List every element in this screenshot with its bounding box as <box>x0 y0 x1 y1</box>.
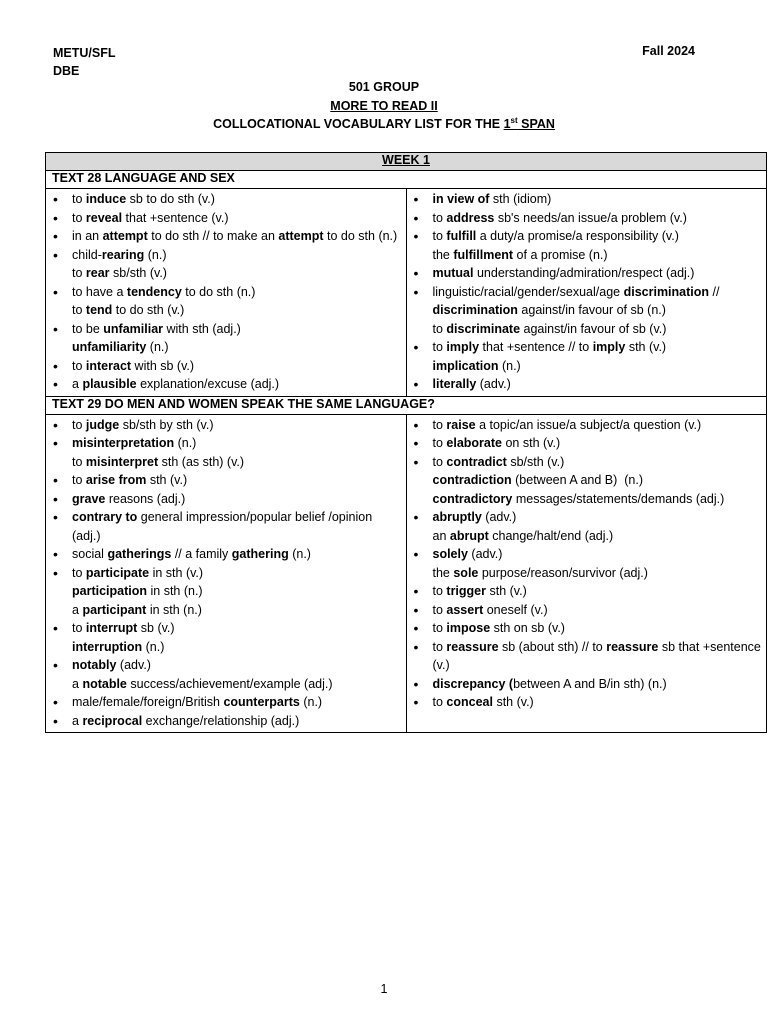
vocab-item: • to be unfamiliar with sth (adj.) <box>50 320 402 339</box>
vocab-subitem: to misinterpret sth (as sth) (v.) <box>72 454 245 469</box>
vocab-item: • to arise from sth (v.) <box>50 471 402 490</box>
vocab-item: • child-rearing (n.) <box>50 246 402 265</box>
vocab-item: • to raise a topic/an issue/a subject/a question (v.) <box>411 416 763 435</box>
vocab-subitem: to discriminate against/in favour of sb (v.) <box>432 321 667 336</box>
department-line: DBE <box>53 64 80 78</box>
vocab-item: • in an attempt to do sth // to make an attempt to do sth (n.) <box>50 227 402 246</box>
vocab-subitem: implication (n.) <box>432 358 521 373</box>
vocab-subitem: contradiction (between A and B) (n.) <box>432 473 643 487</box>
vocab-item: • discrepancy (between A and B/in sth) (n.) <box>411 675 763 694</box>
vocab-item: • misinterpretation (n.) <box>50 434 402 453</box>
vocab-column-right <box>406 414 767 733</box>
vocab-item: • to trigger sth (v.) <box>411 582 763 601</box>
vocab-item: • to participate in sth (v.) <box>50 564 402 583</box>
vocab-item: • mutual understanding/admiration/respect (adj.) <box>411 264 763 283</box>
vocab-column-right <box>406 189 767 397</box>
vocab-item: • to have a tendency to do sth (n.) <box>50 283 402 302</box>
institution-line: METU/SFL <box>53 46 116 60</box>
vocab-item: • notably (adv.) <box>50 656 402 675</box>
vocab-item: • to induce sb to do sth (v.) <box>50 190 402 209</box>
vocab-list <box>411 190 763 394</box>
vocab-item: • to address sb's needs/an issue/a problem (v.) <box>411 209 763 228</box>
vocab-subitem: the fulfillment of a promise (n.) <box>432 247 608 262</box>
vocab-subitem: contradictory messages/statements/demands (adj.) <box>432 491 725 506</box>
vocab-subitem: to rear sb/sth (v.) <box>72 266 167 280</box>
vocab-subitem: a notable success/achievement/example (adj.) <box>72 676 333 691</box>
vocab-item: • to impose sth on sb (v.) <box>411 619 763 638</box>
vocab-subitem: a participant in sth (n.) <box>72 602 202 617</box>
vocab-subitem: an abrupt change/halt/end (adj.) <box>432 528 614 543</box>
vocab-item: • to reassure sb (about sth) // to reassure sb that +sentence (v.) <box>411 638 763 675</box>
vocab-item: • to conceal sth (v.) <box>411 693 763 712</box>
vocab-subitem: to tend to do sth (v.) <box>72 303 185 317</box>
text-title: TEXT 28 LANGUAGE AND SEX <box>46 171 767 189</box>
vocab-item: • literally (adv.) <box>411 375 763 394</box>
vocab-column-left <box>46 414 407 733</box>
vocab-list <box>50 190 402 394</box>
vocabulary-table <box>45 152 767 733</box>
term-label: Fall 2024 <box>642 44 695 58</box>
vocab-subitem: the sole purpose/reason/survivor (adj.) <box>432 565 648 580</box>
list-title-span: 1st SPAN <box>503 115 555 131</box>
vocab-subitem: interruption (n.) <box>72 639 165 654</box>
vocab-item: • to interrupt sb (v.) <box>50 619 402 638</box>
group-title: 501 GROUP <box>348 80 420 94</box>
vocab-subitem: unfamiliarity (n.) <box>72 340 169 354</box>
vocab-item: • to judge sb/sth by sth (v.) <box>50 416 402 435</box>
vocab-item: • to assert oneself (v.) <box>411 601 763 620</box>
vocab-item: • solely (adv.) <box>411 545 763 564</box>
header-institution <box>53 44 116 80</box>
vocab-item: • grave reasons (adj.) <box>50 490 402 509</box>
vocab-item: • to interact with sb (v.) <box>50 357 402 376</box>
vocab-subitem: participation in sth (n.) <box>72 584 203 598</box>
week-header: WEEK 1 <box>46 153 767 171</box>
text-title: TEXT 29 DO MEN AND WOMEN SPEAK THE SAME LANGUAGE? <box>46 396 767 414</box>
vocab-item: • a reciprocal exchange/relationship (adj.) <box>50 712 402 731</box>
vocab-item: • contrary to general impression/popular belief /opinion (adj.) <box>50 508 402 545</box>
course-title: MORE TO READ II <box>330 99 438 113</box>
list-title-pre: COLLOCATIONAL VOCABULARY LIST FOR THE <box>213 117 504 131</box>
vocab-item: • to imply that +sentence // to imply sth (v.) <box>411 338 763 357</box>
vocab-list <box>411 416 763 712</box>
vocab-item: • linguistic/racial/gender/sexual/age discrimination // discrimination against/in favour of sb (n.) <box>411 283 763 320</box>
vocab-item: • social gatherings // a family gathering (n.) <box>50 545 402 564</box>
list-title <box>0 117 768 131</box>
vocab-item: • to elaborate on sth (v.) <box>411 434 763 453</box>
vocab-item: • in view of sth (idiom) <box>411 190 763 209</box>
vocab-item: • male/female/foreign/British counterparts (n.) <box>50 693 402 712</box>
vocab-item: • to contradict sb/sth (v.) <box>411 453 763 472</box>
vocab-item: • abruptly (adv.) <box>411 508 763 527</box>
vocab-item: • to fulfill a duty/a promise/a responsibility (v.) <box>411 227 763 246</box>
vocab-column-left <box>46 189 407 397</box>
page-number: 1 <box>380 982 388 996</box>
vocab-list <box>50 416 402 731</box>
vocab-item: • a plausible explanation/excuse (adj.) <box>50 375 402 394</box>
vocab-item: • to reveal that +sentence (v.) <box>50 209 402 228</box>
